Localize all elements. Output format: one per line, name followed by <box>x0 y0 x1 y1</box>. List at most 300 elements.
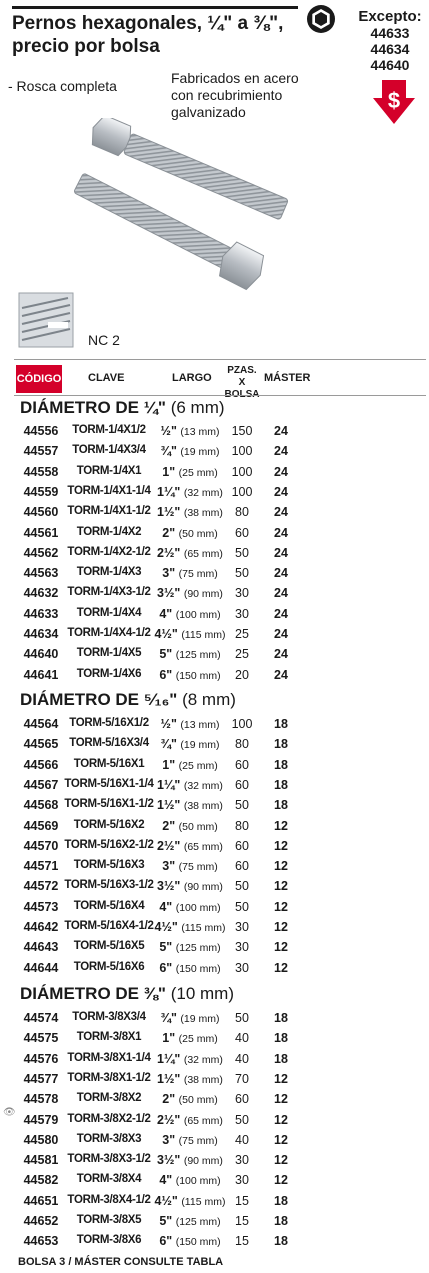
cell-largo-mm: (125 mm) <box>175 649 221 662</box>
cell-master: 24 <box>274 647 288 662</box>
cell-largo <box>150 1072 230 1086</box>
cell-largo <box>150 900 230 914</box>
title-rule <box>12 6 298 9</box>
cell-largo-inches: 4½" <box>154 920 178 934</box>
cell-largo-mm: (100 mm) <box>175 901 221 914</box>
cell-largo <box>150 668 230 682</box>
cell-largo-inches: 2" <box>162 818 176 833</box>
cell-clave: TORM-1/4X1 <box>76 464 142 477</box>
cell-largo <box>150 839 230 853</box>
cell-pzas: 15 <box>235 1193 249 1208</box>
title-line-1: Pernos hexagonales, ¼" a ⅜", <box>12 13 284 34</box>
cell-master: 18 <box>274 1051 288 1066</box>
cell-clave: TORM-5/16X6 <box>73 960 145 973</box>
cell-largo-inches: 1½" <box>157 1071 181 1086</box>
cell-largo-mm: (38 mm) <box>183 800 223 813</box>
cell-master: 12 <box>274 1132 288 1147</box>
cell-master: 24 <box>274 627 288 641</box>
col-header-master: MÁSTER <box>264 372 311 384</box>
cell-code: 44577 <box>23 1071 59 1086</box>
cell-largo-mm: (150 mm) <box>175 669 221 682</box>
cell-largo-mm: (65 mm) <box>183 840 223 853</box>
cell-largo <box>150 819 230 833</box>
cell-master: 18 <box>274 1234 288 1249</box>
cell-master: 12 <box>274 899 288 914</box>
cell-clave: TORM-3/8X2-1/2 <box>67 1112 151 1125</box>
cell-clave: TORM-3/8X5 <box>76 1214 142 1226</box>
cell-code: 44568 <box>23 798 59 813</box>
section-diameter-mm: (8 mm) <box>182 690 236 709</box>
cell-largo-mm: (90 mm) <box>183 881 223 894</box>
cell-code: 44574 <box>23 1011 59 1025</box>
cell-master: 18 <box>274 798 288 813</box>
cell-largo-inches: 1" <box>162 757 176 772</box>
cell-largo-mm: (25 mm) <box>178 759 218 772</box>
cell-code: 44653 <box>23 1234 59 1249</box>
cell-master: 24 <box>274 606 288 621</box>
cell-largo <box>150 798 230 812</box>
cell-clave: TORM-5/16X3/4 <box>69 737 149 750</box>
cell-code: 44559 <box>23 484 59 499</box>
cell-code: 44641 <box>23 667 59 682</box>
cell-master: 18 <box>274 757 288 772</box>
cell-largo-inches: 1¼" <box>157 1051 181 1066</box>
cell-code: 44562 <box>23 545 59 560</box>
cell-largo-inches: 5" <box>159 647 173 662</box>
cell-master: 12 <box>274 920 288 934</box>
cell-largo-inches: 3½" <box>157 586 181 601</box>
cell-code: 44563 <box>23 566 59 581</box>
cell-master: 24 <box>274 505 288 520</box>
section-diameter: DIÁMETRO DE ⅜" <box>20 984 166 1003</box>
cell-largo-mm: (19 mm) <box>180 446 220 459</box>
table-row <box>0 1050 429 1070</box>
cell-clave: TORM-3/8X3 <box>76 1132 142 1145</box>
cell-pzas: 40 <box>235 1132 249 1147</box>
cell-master: 12 <box>274 1173 288 1188</box>
table-row <box>0 1070 429 1090</box>
table-header-rule <box>14 395 426 396</box>
cell-code: 44557 <box>23 444 59 459</box>
cell-largo-mm: (32 mm) <box>183 1053 223 1066</box>
cell-largo-inches: 3½" <box>157 879 181 894</box>
cell-largo-mm: (50 mm) <box>178 820 218 833</box>
cell-largo-inches: 4" <box>159 1173 173 1188</box>
cell-largo-mm: (125 mm) <box>175 1216 221 1228</box>
table-row <box>0 898 429 918</box>
cell-largo-inches: ¾" <box>160 737 177 752</box>
cell-code: 44581 <box>23 1153 59 1168</box>
price-symbol: $ <box>387 88 401 113</box>
table-row <box>0 857 429 877</box>
cell-pzas: 40 <box>235 1031 249 1046</box>
cell-clave: TORM-5/16X1 <box>73 757 145 770</box>
material-line: galvanizado <box>171 104 246 120</box>
cell-largo-inches: 6" <box>159 1234 173 1249</box>
cell-pzas: 25 <box>235 647 249 662</box>
cell-pzas: 60 <box>235 1092 249 1107</box>
cell-master: 12 <box>274 1092 288 1107</box>
section-diameter-mm: (6 mm) <box>170 398 225 417</box>
cell-largo <box>150 566 230 580</box>
cell-largo <box>150 505 230 519</box>
cell-pzas: 100 <box>231 464 253 479</box>
bag-image <box>18 292 74 348</box>
cell-largo-inches: 2½" <box>157 545 181 560</box>
cell-clave: TORM-1/4X1-1/4 <box>67 484 151 497</box>
cell-pzas: 50 <box>235 566 249 581</box>
nc-label: NC 2 <box>88 332 120 348</box>
cell-clave: TORM-3/8X3/4 <box>72 1011 146 1023</box>
eye-icon: 👁 <box>3 1107 16 1118</box>
cell-largo-mm: (75 mm) <box>178 861 218 874</box>
cell-largo <box>150 920 230 934</box>
cell-largo <box>150 424 230 438</box>
cell-largo-inches: 5" <box>159 1214 173 1228</box>
cell-pzas: 30 <box>235 606 249 621</box>
table-row <box>0 1212 429 1232</box>
cell-clave: TORM-1/4X2 <box>76 525 142 538</box>
table-row <box>0 666 429 686</box>
cell-largo <box>150 879 230 893</box>
cell-master: 12 <box>274 859 288 874</box>
cell-pzas: 60 <box>235 838 249 853</box>
cell-code: 44564 <box>23 717 59 731</box>
cell-clave: TORM-5/16X2-1/2 <box>64 838 154 851</box>
cell-largo-inches: 4" <box>159 606 173 621</box>
cell-code: 44567 <box>23 777 59 792</box>
cell-clave: TORM-5/16X4-1/2 <box>64 920 154 932</box>
table-row <box>0 715 429 735</box>
cell-master: 18 <box>274 1031 288 1046</box>
material-line: con recubrimiento <box>171 87 283 103</box>
except-label: Excepto: <box>358 8 422 25</box>
cell-code: 44642 <box>23 920 59 934</box>
cell-pzas: 40 <box>235 1051 249 1066</box>
cell-master: 18 <box>274 1193 288 1208</box>
cell-largo <box>150 1234 230 1248</box>
cell-largo-mm: (90 mm) <box>183 588 223 601</box>
table-row <box>0 605 429 625</box>
cell-master: 18 <box>274 737 288 752</box>
cell-code: 44572 <box>23 879 59 894</box>
cell-clave: TORM-5/16X2 <box>73 818 145 831</box>
cell-largo-mm: (125 mm) <box>175 942 221 955</box>
section-diameter: DIÁMETRO DE ¼" <box>20 398 166 417</box>
cell-code: 44579 <box>23 1112 59 1127</box>
cell-clave: TORM-5/16X4 <box>73 899 145 912</box>
cell-largo <box>150 485 230 499</box>
cell-largo <box>150 778 230 792</box>
table-row <box>0 918 429 938</box>
table-row <box>0 1171 429 1191</box>
table-row <box>0 938 429 958</box>
col-header-clave: CLAVE <box>88 372 125 384</box>
cell-largo-inches: 1" <box>162 464 176 479</box>
cell-clave: TORM-5/16X1-1/2 <box>64 798 154 811</box>
cell-largo-mm: (100 mm) <box>175 608 221 621</box>
table-row <box>0 1232 429 1252</box>
cell-largo <box>150 647 230 661</box>
cell-clave: TORM-3/8X2 <box>76 1092 142 1105</box>
table-row <box>0 756 429 776</box>
cell-master: 12 <box>274 1112 288 1127</box>
cell-largo-inches: 6" <box>159 667 173 682</box>
cell-largo-inches: 6" <box>159 960 173 975</box>
cell-largo <box>150 961 230 975</box>
cell-code: 44578 <box>23 1092 59 1107</box>
cell-code: 44560 <box>23 505 59 520</box>
cell-clave: TORM-1/4X3/4 <box>72 444 146 457</box>
except-box <box>354 8 426 73</box>
cell-master: 24 <box>274 566 288 581</box>
cell-master: 24 <box>274 464 288 479</box>
table-row <box>0 564 429 584</box>
cell-pzas: 30 <box>235 940 249 955</box>
cell-largo-inches: 4½" <box>154 627 178 641</box>
footer-note: BOLSA 3 / MÁSTER CONSULTE TABLA <box>18 1256 224 1268</box>
cell-largo <box>150 737 230 751</box>
feature-bullet: - Rosca completa <box>8 78 117 94</box>
table-row <box>0 422 429 442</box>
cell-largo <box>150 444 230 458</box>
cell-largo-mm: (75 mm) <box>178 1134 218 1147</box>
cell-pzas: 15 <box>235 1234 249 1249</box>
cell-pzas: 50 <box>235 899 249 914</box>
table-row <box>0 524 429 544</box>
cell-master: 24 <box>274 586 288 601</box>
table-row <box>0 877 429 897</box>
cell-pzas: 50 <box>235 1112 249 1127</box>
cell-pzas: 100 <box>231 484 253 499</box>
section-title <box>20 690 236 710</box>
cell-largo <box>150 546 230 560</box>
cell-code: 44573 <box>23 899 59 914</box>
cell-largo-inches: 1" <box>162 1031 176 1046</box>
table-row <box>0 645 429 665</box>
cell-largo-inches: 2½" <box>157 1112 181 1127</box>
cell-largo-mm: (38 mm) <box>183 1073 223 1086</box>
cell-largo-mm: (19 mm) <box>180 1013 220 1025</box>
cell-master: 18 <box>274 717 288 731</box>
table-row <box>0 503 429 523</box>
cell-largo-mm: (90 mm) <box>183 1155 223 1168</box>
cell-master: 24 <box>274 444 288 459</box>
cell-pzas: 30 <box>235 586 249 601</box>
cell-code: 44571 <box>23 859 59 874</box>
cell-largo <box>150 607 230 621</box>
table-row <box>0 1090 429 1110</box>
table-row <box>0 776 429 796</box>
cell-master: 12 <box>274 818 288 833</box>
col-header-codigo: CÓDIGO <box>16 365 62 393</box>
cell-code: 44582 <box>23 1173 59 1188</box>
col-header-pzas-line: PZAS. X <box>227 365 257 388</box>
cell-largo <box>150 586 230 600</box>
table-row <box>0 735 429 755</box>
cell-largo-inches: ½" <box>160 424 177 438</box>
cell-largo-inches: 3½" <box>157 1153 181 1168</box>
cell-pzas: 60 <box>235 777 249 792</box>
cell-pzas: 50 <box>235 798 249 813</box>
cell-pzas: 70 <box>235 1071 249 1086</box>
cell-clave: TORM-1/4X1-1/2 <box>67 505 151 518</box>
cell-master: 24 <box>274 545 288 560</box>
cell-pzas: 100 <box>231 717 253 731</box>
cell-code: 44633 <box>23 606 59 621</box>
cell-largo-inches: 2½" <box>157 838 181 853</box>
section-diameter-mm: (10 mm) <box>170 984 234 1003</box>
cell-code: 44575 <box>23 1031 59 1046</box>
table-row <box>0 817 429 837</box>
cell-largo-inches: 4" <box>159 899 173 914</box>
cell-clave: TORM-1/4X3 <box>76 566 142 579</box>
cell-clave: TORM-1/4X3-1/2 <box>67 586 151 599</box>
cell-largo-mm: (115 mm) <box>181 1195 226 1208</box>
cell-largo-inches: 2" <box>162 1092 176 1107</box>
except-code: 44634 <box>370 41 410 57</box>
cell-clave: TORM-3/8X1-1/4 <box>67 1051 151 1064</box>
cell-largo-mm: (100 mm) <box>175 1175 221 1188</box>
table-row <box>0 483 429 503</box>
cell-largo <box>150 1031 230 1045</box>
cell-master: 24 <box>274 484 288 499</box>
cell-master: 18 <box>274 1214 288 1228</box>
cell-pzas: 60 <box>235 859 249 874</box>
cell-largo-inches: 3" <box>162 566 176 581</box>
cell-largo-inches: 2" <box>162 525 176 540</box>
cell-clave: TORM-3/8X4-1/2 <box>67 1193 151 1206</box>
cell-master: 12 <box>274 960 288 975</box>
cell-largo <box>150 1011 230 1025</box>
cell-largo <box>150 1133 230 1147</box>
cell-master: 18 <box>274 1011 288 1025</box>
cell-code: 44570 <box>23 838 59 853</box>
cell-clave: TORM-3/8X1 <box>76 1031 142 1044</box>
cell-pzas: 60 <box>235 525 249 540</box>
cell-code: 44569 <box>23 818 59 833</box>
cell-code: 44640 <box>23 647 59 662</box>
cell-largo-inches: 5" <box>159 940 173 955</box>
table-row <box>0 959 429 979</box>
cell-clave: TORM-5/16X3 <box>73 859 145 872</box>
material-line: Fabricados en acero <box>171 70 299 86</box>
cell-largo-mm: (150 mm) <box>175 962 221 975</box>
cell-largo <box>150 717 230 731</box>
price-down-arrow-icon <box>373 80 415 124</box>
cell-largo-mm: (13 mm) <box>180 426 220 438</box>
cell-largo-inches: ¾" <box>160 1011 177 1025</box>
cell-largo-inches: 1½" <box>157 505 181 520</box>
cell-pzas: 150 <box>231 424 253 438</box>
section-title <box>20 398 225 418</box>
cell-largo-mm: (38 mm) <box>183 507 223 520</box>
cell-code: 44644 <box>23 960 59 975</box>
cell-code: 44556 <box>23 424 59 438</box>
cell-pzas: 60 <box>235 757 249 772</box>
table-row <box>0 584 429 604</box>
table-row <box>0 1009 429 1029</box>
cell-master: 12 <box>274 1071 288 1086</box>
cell-pzas: 25 <box>235 627 249 641</box>
cell-largo <box>150 465 230 479</box>
cell-code: 44558 <box>23 464 59 479</box>
cell-largo-inches: ¾" <box>160 444 177 459</box>
section-title <box>20 984 234 1004</box>
bolt-product-image <box>56 118 296 348</box>
cell-largo-mm: (115 mm) <box>181 629 226 641</box>
cell-largo-mm: (65 mm) <box>183 1114 223 1127</box>
cell-largo <box>150 627 230 641</box>
cell-largo <box>150 1214 230 1228</box>
cell-largo-mm: (32 mm) <box>183 779 223 792</box>
except-code: 44633 <box>370 25 410 41</box>
cell-largo-mm: (115 mm) <box>181 922 226 934</box>
cell-largo-mm: (25 mm) <box>178 466 218 479</box>
cell-clave: TORM-1/4X6 <box>76 667 142 680</box>
cell-largo-mm: (50 mm) <box>178 1094 218 1107</box>
cell-largo-inches: 3" <box>162 1132 176 1147</box>
material-note <box>171 70 331 121</box>
table-row <box>0 1111 429 1131</box>
table-row <box>0 442 429 462</box>
cell-clave: TORM-3/8X3-1/2 <box>67 1153 151 1166</box>
cell-pzas: 100 <box>231 444 253 459</box>
section-diameter: DIÁMETRO DE ⁵⁄₁₆" <box>20 690 178 709</box>
cell-largo <box>150 526 230 540</box>
table-row <box>0 1151 429 1171</box>
cell-clave: TORM-5/16X1-1/4 <box>64 777 154 790</box>
cell-code: 44632 <box>23 586 59 601</box>
cell-largo <box>150 1092 230 1106</box>
cell-pzas: 80 <box>235 737 249 752</box>
cell-largo-inches: 1¼" <box>157 484 181 499</box>
cell-largo-inches: 1½" <box>157 798 181 813</box>
cell-clave: TORM-1/4X4 <box>76 606 142 619</box>
cell-pzas: 15 <box>235 1214 249 1228</box>
cell-largo-mm: (32 mm) <box>183 486 223 499</box>
table-row <box>0 463 429 483</box>
table-row <box>0 544 429 564</box>
cell-pzas: 80 <box>235 505 249 520</box>
cell-master: 12 <box>274 879 288 894</box>
title-line-2: precio por bolsa <box>12 36 160 57</box>
cell-code: 44652 <box>23 1214 59 1228</box>
cell-clave: TORM-5/16X3-1/2 <box>64 879 154 892</box>
cell-clave: TORM-3/8X4 <box>76 1173 142 1186</box>
cell-pzas: 20 <box>235 667 249 682</box>
cell-clave: TORM-1/4X1/2 <box>72 424 146 436</box>
cell-code: 44643 <box>23 940 59 955</box>
cell-pzas: 50 <box>235 1011 249 1025</box>
col-header-largo: LARGO <box>172 372 212 384</box>
cell-master: 18 <box>274 777 288 792</box>
cell-code: 44576 <box>23 1051 59 1066</box>
cell-largo <box>150 1153 230 1167</box>
cell-pzas: 50 <box>235 545 249 560</box>
cell-master: 12 <box>274 940 288 955</box>
cell-clave: TORM-3/8X1-1/2 <box>67 1071 151 1084</box>
cell-largo-inches: 4½" <box>154 1193 178 1208</box>
table-row <box>0 796 429 816</box>
cell-largo-mm: (50 mm) <box>178 527 218 540</box>
cell-pzas: 80 <box>235 818 249 833</box>
cell-largo-mm: (25 mm) <box>178 1033 218 1046</box>
cell-master: 24 <box>274 525 288 540</box>
table-row <box>0 625 429 645</box>
cell-largo-inches: 1¼" <box>157 777 181 792</box>
cell-master: 12 <box>274 1153 288 1168</box>
